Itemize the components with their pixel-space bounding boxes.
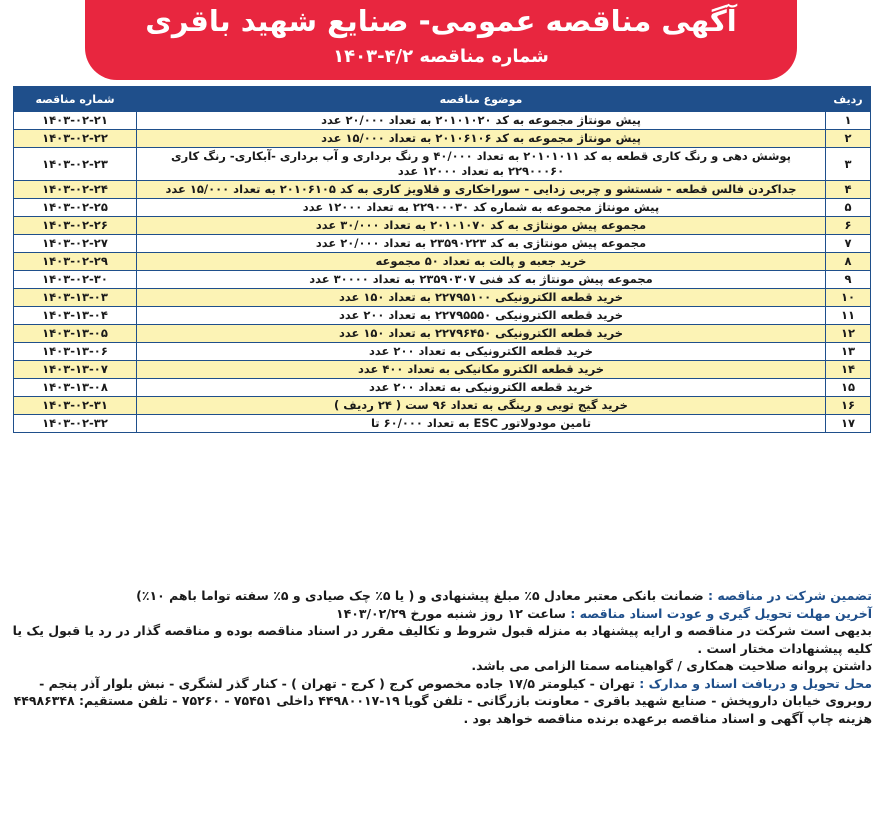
tender-number-cell: ۱۴۰۳-۱۳-۰۷ xyxy=(14,361,137,379)
table-row xyxy=(14,271,871,289)
cost-text: هزینه چاپ آگهی و اسناد مناقصه برعهده برنده مناقصه خواهد بود . xyxy=(463,710,872,726)
tender-number: شماره مناقصه ۴/۲-۱۴۰۳ xyxy=(333,46,549,67)
tender-number-cell: ۱۴۰۳-۰۲-۳۰ xyxy=(14,271,137,289)
guarantee-text: ضمانت بانکی معتبر معادل ۵٪ مبلغ پیشنهادی و ( یا ۵٪ چک صیادی و ۵٪ سفته تواما باهم ۱۰٪) xyxy=(136,588,704,603)
terms-text: بدیهی است شرکت در مناقصه و ارایه پیشنهاد به منزله قبول شروط و تکالیف مقرر در اسناد مناقصه بوده و مناقصه گذار در رد یا قبول یک یا کلیه پیشنهادات مختار است . xyxy=(12,623,872,656)
subject-cell: خرید قطعه الکترونیکی ۲۲۷۹۵۱۰۰ به تعداد ۱۵۰ عدد xyxy=(137,289,826,307)
row-number-cell: ۳ xyxy=(826,148,871,181)
subject-cell: خرید قطعه الکترونیکی ۲۲۷۹۵۵۵۰ به تعداد ۲۰۰ عدد xyxy=(137,307,826,325)
tender-table xyxy=(13,86,871,433)
table-row xyxy=(14,379,871,397)
row-number-cell: ۱۰ xyxy=(826,289,871,307)
table-row xyxy=(14,325,871,343)
row-number-cell: ۶ xyxy=(826,217,871,235)
subject-cell: خرید قطعه الکترونیکی به تعداد ۲۰۰ عدد xyxy=(137,343,826,361)
row-number-cell: ۱۵ xyxy=(826,379,871,397)
table-row xyxy=(14,148,871,181)
tender-number-cell: ۱۴۰۳-۰۲-۲۵ xyxy=(14,199,137,217)
subject-cell: پیش مونتاژ مجموعه به کد ۲۰۱۰۱۰۲۰ به تعداد ۲۰/۰۰۰ عدد xyxy=(137,112,826,130)
tender-number-cell: ۱۴۰۳-۱۳-۰۴ xyxy=(14,307,137,325)
table-row xyxy=(14,343,871,361)
subject-cell: پوشش دهی و رنگ کاری قطعه به کد ۲۰۱۰۱۰۱۱ به تعداد ۴۰/۰۰۰ و رنگ برداری و آب برداری -آبکاری- رنگ کاری ۲۲۹۰۰۰۶۰ به تعداد ۱۲۰۰۰ عدد xyxy=(137,148,826,181)
tender-number-cell: ۱۴۰۳-۰۲-۳۱ xyxy=(14,397,137,415)
tender-number-cell: ۱۴۰۳-۱۳-۰۵ xyxy=(14,325,137,343)
row-number-cell: ۵ xyxy=(826,199,871,217)
tender-number-cell: ۱۴۰۳-۱۳-۰۳ xyxy=(14,289,137,307)
subject-cell: خرید قطعه الکترونیکی به تعداد ۲۰۰ عدد xyxy=(137,379,826,397)
table-row xyxy=(14,253,871,271)
row-number-cell: ۷ xyxy=(826,235,871,253)
tender-number-cell: ۱۴۰۳-۱۳-۰۸ xyxy=(14,379,137,397)
subject-cell: خرید قطعه الکترونیکی ۲۲۷۹۶۴۵۰ به تعداد ۱۵۰ عدد xyxy=(137,325,826,343)
tender-number-cell: ۱۴۰۳-۰۲-۲۳ xyxy=(14,148,137,181)
header-tender-number: شماره مناقصه xyxy=(14,87,137,112)
tender-number-cell: ۱۴۰۳-۰۲-۲۱ xyxy=(14,112,137,130)
table-row xyxy=(14,397,871,415)
table-row xyxy=(14,130,871,148)
row-number-cell: ۱۷ xyxy=(826,415,871,433)
subject-cell: مجموعه پیش مونتاژی به کد ۲۰۱۰۱۰۷۰ به تعداد ۳۰/۰۰۰ عدد xyxy=(137,217,826,235)
subject-cell: جداکردن فالس قطعه - شستشو و چربی زدایی - سوراخکاری و قلاویز کاری به کد ۲۰۱۰۶۱۰۵ به تعداد ۱۵/۰۰۰ عدد xyxy=(137,181,826,199)
address-line xyxy=(8,675,872,710)
row-number-cell: ۱۲ xyxy=(826,325,871,343)
deadline-label: آخرین مهلت تحویل گیری و عودت اسناد مناقصه : xyxy=(570,605,872,621)
guarantee-line xyxy=(8,587,872,605)
row-number-cell: ۸ xyxy=(826,253,871,271)
row-number-cell: ۱۱ xyxy=(826,307,871,325)
tender-number-cell: ۱۴۰۳-۰۲-۳۲ xyxy=(14,415,137,433)
deadline-text: ساعت ۱۲ روز شنبه مورخ ۱۴۰۳/۰۲/۲۹ xyxy=(335,605,566,621)
table-row xyxy=(14,361,871,379)
table-row xyxy=(14,307,871,325)
table-row xyxy=(14,112,871,130)
table-row xyxy=(14,415,871,433)
subject-cell: مجموعه پیش مونتاژ به کد فنی ۲۳۵۹۰۳۰۷ به تعداد ۳۰۰۰۰ عدد xyxy=(137,271,826,289)
notes-section xyxy=(8,587,872,727)
row-number-cell: ۹ xyxy=(826,271,871,289)
deadline-line xyxy=(8,605,872,623)
header-row-number: ردیف xyxy=(826,87,871,112)
tender-number-cell: ۱۴۰۳-۰۲-۲۹ xyxy=(14,253,137,271)
row-number-cell: ۱ xyxy=(826,112,871,130)
row-number-cell: ۱۴ xyxy=(826,361,871,379)
header-subject: موضوع مناقصه xyxy=(137,87,826,112)
tender-number-cell: ۱۴۰۳-۰۲-۲۲ xyxy=(14,130,137,148)
tender-number-cell: ۱۴۰۳-۱۳-۰۶ xyxy=(14,343,137,361)
tender-number-cell: ۱۴۰۳-۰۲-۲۶ xyxy=(14,217,137,235)
table-row xyxy=(14,235,871,253)
subject-cell: تامین مودولاتور ESC به تعداد ۶۰/۰۰۰ تا xyxy=(137,415,826,433)
table-row xyxy=(14,217,871,235)
row-number-cell: ۴ xyxy=(826,181,871,199)
subject-cell: پیش مونتاژ مجموعه به کد ۲۰۱۰۶۱۰۶ به تعداد ۱۵/۰۰۰ عدد xyxy=(137,130,826,148)
table-header-row xyxy=(14,87,871,112)
row-number-cell: ۱۳ xyxy=(826,343,871,361)
subject-cell: مجموعه پیش مونتاژی به کد ۲۳۵۹۰۲۲۳ به تعداد ۲۰/۰۰۰ عدد xyxy=(137,235,826,253)
row-number-cell: ۱۶ xyxy=(826,397,871,415)
subject-cell: خرید گیج تویی و رینگی به تعداد ۹۶ ست ( ۲۴ ردیف ) xyxy=(137,397,826,415)
address-label: محل تحویل و دریافت اسناد و مدارک : xyxy=(639,675,872,691)
address-text: تهران - کیلومتر ۱۷/۵ جاده مخصوص کرج ( کرج - تهران ) - کنار گذر لشگری - نبش بلوار آذر پنجم - روبروی خیابان داروپخش - صنایع شهید باقری - معاونت بازرگانی - تلفن گویا ۱۹-۴۴۹۸۰۰۱۷ داخلی ۷۵۴۵۱ - ۷۵۲۶۰ - تلفن مستقیم: ۴۴۹۸۶۳۴۸ xyxy=(13,675,872,708)
table-row xyxy=(14,181,871,199)
guarantee-label: تضمین شرکت در مناقصه : xyxy=(708,588,872,603)
subject-cell: پیش مونتاژ مجموعه به شماره کد ۲۲۹۰۰۰۳۰ به تعداد ۱۲۰۰۰ عدد xyxy=(137,199,826,217)
license-text: داشتن پروانه صلاحیت همکاری / گواهینامه سمتا الزامی می باشد. xyxy=(471,658,872,673)
subject-cell: خرید قطعه الکترو مکانیکی به تعداد ۴۰۰ عدد xyxy=(137,361,826,379)
table-row xyxy=(14,199,871,217)
table-row xyxy=(14,289,871,307)
subject-cell: خرید جعبه و پالت به تعداد ۵۰ مجموعه xyxy=(137,253,826,271)
page-title: آگهی مناقصه عمومی- صنایع شهید باقری xyxy=(145,4,737,38)
tender-number-cell: ۱۴۰۳-۰۲-۲۴ xyxy=(14,181,137,199)
tender-number-cell: ۱۴۰۳-۰۲-۲۷ xyxy=(14,235,137,253)
row-number-cell: ۲ xyxy=(826,130,871,148)
